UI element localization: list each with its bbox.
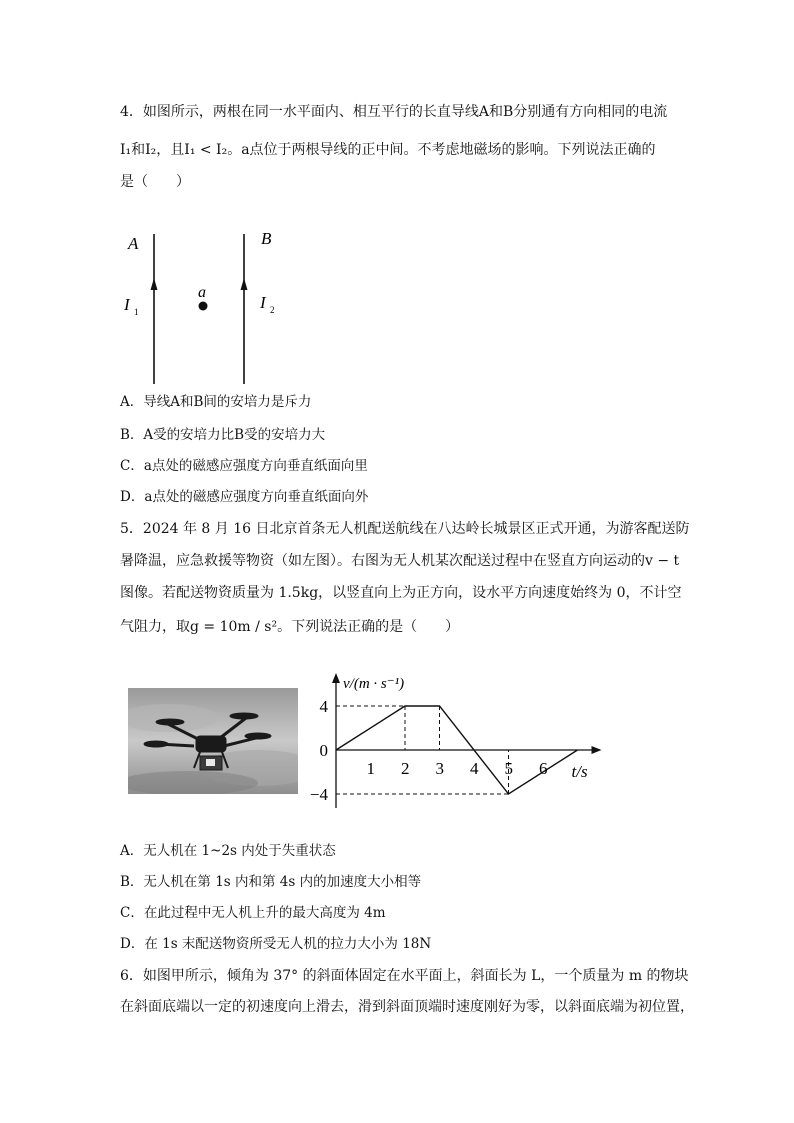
q6-line-1: 6．如图甲所示，倾角为 37° 的斜面体固定在水平面上，斜面长为 L，一个质量为 m 的物块 [120, 968, 689, 984]
label-b: B [261, 229, 272, 248]
x-tick-label: 3 [435, 759, 444, 778]
label-i1-sub: 1 [134, 307, 139, 317]
q4-option-b: B．A受的安培力比B受的安培力大 [120, 427, 326, 443]
q4-line-1: 4．如图所示，两根在同一水平面内、相互平行的长直导线A和B分别通有方向相同的电流 [120, 104, 668, 120]
y-axis-label: v/(m · s⁻¹) [343, 676, 405, 692]
q5-option-d: D．在 1s 末配送物资所受无人机的拉力大小为 18N [120, 936, 432, 952]
arrow-up-icon [151, 278, 158, 290]
q4-line-2: I₁和I₂，且I₁ < I₂。a点位于两根导线的正中间。不考虑地磁场的影响。下列说法正确的 [120, 142, 656, 158]
q5-option-a: A．无人机在 1~2s 内处于失重状态 [120, 843, 336, 859]
q4-line-3: 是（ ） [120, 174, 190, 190]
label-a: A [128, 234, 139, 253]
y-tick-label: 4 [319, 697, 328, 716]
q5-line-2: 暑降温，应急救援等物资（如左图）。右图为无人机某次配送过程中在竖直方向运动的v − t [120, 553, 680, 569]
q6-line-2: 在斜面底端以一定的初速度向上滑去，滑到斜面顶端时速度刚好为零，以斜面底端为初位置， [120, 999, 694, 1015]
q4-option-a: A．导线A和B间的安培力是斥力 [120, 394, 312, 410]
q4-option-d: D．a点处的磁感应强度方向垂直纸面向外 [120, 489, 369, 505]
q4-wires-figure [118, 222, 288, 384]
q5-option-b: B．无人机在第 1s 内和第 4s 内的加速度大小相等 [120, 874, 422, 890]
q5-option-c: C．在此过程中无人机上升的最大高度为 4m [120, 905, 386, 921]
drone-photo [128, 688, 298, 794]
label-i1: I [124, 295, 130, 314]
x-tick-label: 6 [539, 759, 548, 778]
arrow-up-icon [241, 278, 248, 290]
point-a [199, 302, 208, 311]
x-tick-label: 1 [366, 759, 375, 778]
y-tick-label: −4 [310, 785, 328, 804]
y-axis-arrow-icon [332, 673, 340, 683]
label-point-a: a [198, 284, 206, 301]
vt-graph [310, 668, 606, 808]
q5-line-1: 5．2024 年 8 月 16 日北京首条无人机配送航线在八达岭长城景区正式开通，为游客配送防 [120, 521, 690, 537]
q5-line-3: 图像。若配送物资质量为 1.5kg，以竖直向上为正方向，设水平方向速度始终为 0，不计空 [120, 585, 682, 601]
x-tick-label: 2 [401, 759, 410, 778]
label-i2: I [260, 293, 266, 312]
label-i2-sub: 2 [270, 305, 275, 315]
x-tick-label: 5 [504, 759, 513, 778]
x-axis-arrow-icon [592, 746, 602, 754]
q4-option-c: C．a点处的磁感应强度方向垂直纸面向里 [120, 458, 368, 474]
q5-line-4: 气阻力，取g = 10m / s²。下列说法正确的是（ ） [120, 619, 460, 635]
x-axis-label: t/s [571, 762, 588, 781]
y-tick-label: 0 [319, 741, 328, 760]
x-tick-label: 4 [470, 759, 479, 778]
